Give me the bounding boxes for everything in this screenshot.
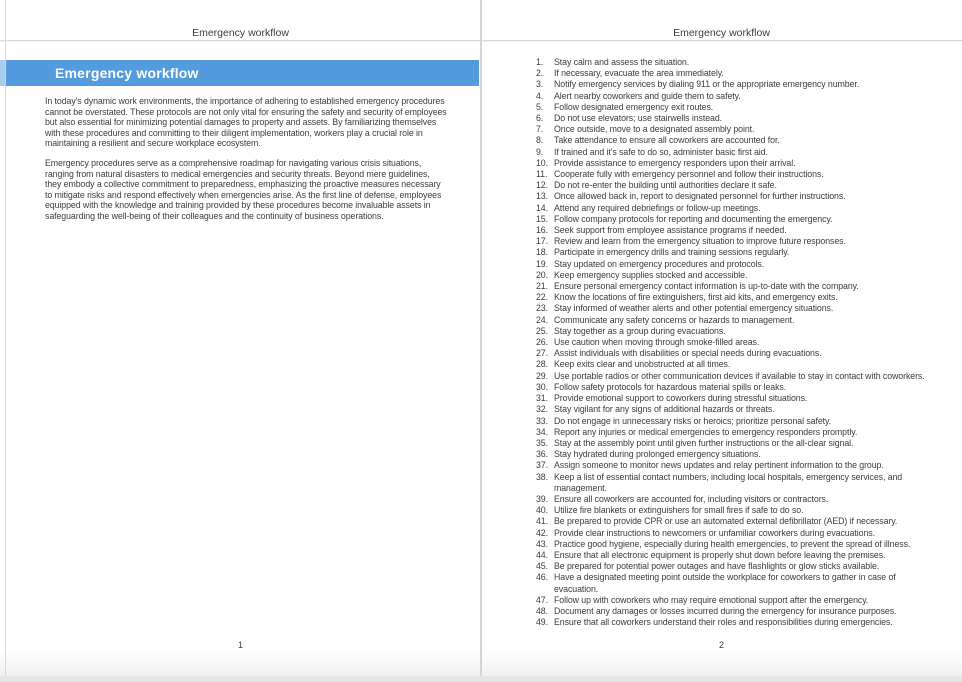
list-item-number: 3.	[536, 79, 544, 90]
list-item-number: 31.	[536, 393, 548, 404]
list-item-text: Once allowed back in, report to designated personnel for further instructions.	[554, 191, 846, 202]
page-left-edge-line	[5, 0, 6, 676]
list-item	[536, 180, 928, 191]
list-item-number: 1.	[536, 57, 544, 67]
list-item-number: 21.	[536, 281, 548, 292]
list-item-number: 7.	[536, 124, 544, 135]
list-item-text: Assign someone to monitor news updates and relay pertinent information to the group.	[554, 460, 884, 471]
page-title: Emergency workflow	[55, 65, 199, 81]
list-item	[536, 572, 928, 594]
list-item-text: Use portable radios or other communication devices if available to stay in contact with coworkers.	[554, 370, 925, 381]
list-item-number: 30.	[536, 381, 548, 392]
page-2-number: 2	[718, 640, 724, 650]
page-1-number: 1	[237, 640, 243, 650]
list-item-text: Ensure that all electronic equipment is properly shut down before leaving the premises.	[554, 549, 886, 560]
list-item	[536, 259, 928, 270]
list-item-text: If necessary, evacuate the area immediately.	[554, 68, 724, 79]
list-item	[536, 550, 928, 561]
list-item	[536, 315, 928, 326]
list-item	[536, 247, 928, 258]
list-item-text: Alert nearby coworkers and guide them to safety.	[554, 90, 741, 101]
page-1-title-banner	[0, 60, 479, 86]
list-item	[536, 606, 928, 617]
list-item-text: If trained and it's safe to do so, administer basic first aid.	[554, 146, 768, 157]
list-item-text: Notify emergency services by dialing 911 or the appropriate emergency number.	[554, 79, 860, 90]
list-item	[536, 393, 928, 404]
list-item-text: Follow safety protocols for hazardous material spills or leaks.	[554, 381, 787, 392]
list-item	[536, 404, 928, 415]
list-item	[536, 371, 928, 382]
list-item-text: Once outside, move to a designated assembly point.	[554, 124, 755, 135]
list-item-text: Provide emotional support to coworkers during stressful situations.	[554, 393, 808, 404]
list-item-number: 13.	[536, 191, 548, 202]
list-item-number: 23.	[536, 303, 548, 314]
list-item-number: 44.	[536, 549, 548, 560]
list-item-text: Provide clear instructions to newcomers or unfamiliar coworkers during evacuations.	[554, 527, 875, 538]
list-item-text: Utilize fire blankets or extinguishers for small fires if safe to do so.	[554, 505, 804, 516]
list-item-text: Keep exits clear and unobstructed at all times.	[554, 359, 731, 370]
list-item-number: 16.	[536, 225, 548, 236]
list-item-text: Document any damages or losses incurred during the emergency for insurance purposes.	[554, 605, 897, 616]
list-item	[536, 416, 928, 427]
list-item-text: Stay updated on emergency procedures and protocols.	[554, 258, 765, 269]
list-item	[536, 505, 928, 516]
list-item	[536, 449, 928, 460]
list-item	[536, 438, 928, 449]
list-item	[536, 528, 928, 539]
list-item-text: Ensure that all coworkers understand their roles and responsibilities during emergencies.	[554, 617, 893, 628]
list-item	[536, 472, 928, 494]
list-item-text: Cooperate fully with emergency personnel and follow their instructions.	[554, 169, 824, 180]
list-item	[536, 337, 928, 348]
list-item-number: 5.	[536, 101, 544, 112]
paragraph: In today's dynamic work environments, the importance of adhering to established emergency procedures cannot be overstated. These protocols are not only vital for ensuring the safety and security of employees but also essential for minimizing potential damages to property and assets. By familiarizing themselves with these procedures and committing to their diligent implementation, workers play a crucial role in maintaining a resilient and secure workplace ecosystem.	[45, 96, 447, 149]
list-item	[536, 348, 928, 359]
list-item-text: Provide assistance to emergency responders upon their arrival.	[554, 157, 796, 168]
paragraph: Emergency procedures serve as a comprehensive roadmap for navigating various crisis situations, ranging from natural disasters to medical emergencies and security threats. Beyond mere guidelines, they embody a collective commitment to preparedness, emphasizing the proactive measures necessary to mitigate risks and respond effectively when emergencies arise. As the first line of defense, employees equipped with the knowledge and training provided by these procedures become invaluable assets in safeguarding the well-being of their colleagues and the continuity of business operations.	[45, 157, 442, 221]
list-item-number: 14.	[536, 202, 548, 213]
list-item-number: 37.	[536, 460, 548, 471]
list-item-text: Review and learn from the emergency situation to improve future responses.	[554, 236, 846, 247]
list-item	[536, 124, 928, 135]
list-item-number: 4.	[536, 90, 544, 101]
list-item-number: 46.	[536, 572, 548, 583]
list-item-number: 48.	[536, 605, 548, 616]
list-item-number: 20.	[536, 269, 548, 280]
list-item-text: Report any injuries or medical emergencies to emergency responders promptly.	[554, 426, 858, 437]
list-item-text: Stay at the assembly point until given further instructions or the all-clear signal.	[554, 437, 854, 448]
list-item-number: 28.	[536, 359, 548, 370]
list-item-number: 10.	[536, 157, 548, 168]
list-item	[536, 79, 928, 90]
list-item	[536, 427, 928, 438]
list-item	[536, 539, 928, 550]
list-item-text: Use caution when moving through smoke-filled areas.	[554, 337, 760, 348]
list-item-number: 27.	[536, 348, 548, 359]
list-item	[536, 147, 928, 158]
list-item-number: 35.	[536, 437, 548, 448]
list-item	[536, 169, 928, 180]
list-item-text: Stay calm and assess the situation.	[554, 57, 690, 67]
list-item	[536, 595, 928, 606]
list-item-text: Practice good hygiene, especially during health emergencies, to prevent the spread of illness.	[554, 538, 911, 549]
list-item-text: Follow up with coworkers who may require emotional support after the emergency.	[554, 594, 869, 605]
list-item-number: 26.	[536, 337, 548, 348]
list-item	[536, 516, 928, 527]
list-item	[536, 281, 928, 292]
list-item-text: Ensure all coworkers are accounted for, including visitors or contractors.	[554, 493, 829, 504]
list-item-number: 42.	[536, 527, 548, 538]
list-item-number: 8.	[536, 135, 544, 146]
list-item-text: Stay vigilant for any signs of additional hazards or threats.	[554, 404, 775, 415]
list-item-text: Assist individuals with disabilities or special needs during evacuations.	[554, 348, 822, 359]
page-1-running-header: Emergency workflow	[192, 27, 289, 39]
list-item	[536, 113, 928, 124]
list-item-text: Keep a list of essential contact numbers, including local hospitals, emergency services, and management.	[554, 471, 903, 493]
list-item	[536, 561, 928, 572]
list-item-number: 38.	[536, 471, 548, 482]
list-item-number: 15.	[536, 213, 548, 224]
list-item	[536, 382, 928, 393]
list-item-number: 43.	[536, 538, 548, 549]
list-item-number: 19.	[536, 258, 548, 269]
list-item-number: 24.	[536, 314, 548, 325]
list-item-number: 17.	[536, 236, 548, 247]
list-item-number: 36.	[536, 449, 548, 460]
list-item	[536, 270, 928, 281]
list-item-text: Do not use elevators; use stairwells instead.	[554, 113, 723, 124]
list-item-text: Ensure personal emergency contact information is up-to-date with the company.	[554, 281, 859, 292]
list-item-number: 45.	[536, 561, 548, 572]
list-item	[536, 326, 928, 337]
page-2-steps	[536, 57, 928, 628]
page-divider-line	[480, 0, 482, 676]
list-item-text: Know the locations of fire extinguishers, first aid kits, and emergency exits.	[554, 292, 838, 303]
list-item-number: 12.	[536, 180, 548, 191]
list-item-text: Stay hydrated during prolonged emergency situations.	[554, 449, 761, 460]
list-item-text: Attend any required debriefings or follow-up meetings.	[554, 202, 761, 213]
list-item-number: 2.	[536, 68, 544, 79]
page-2-running-header: Emergency workflow	[673, 27, 770, 39]
page-1-body	[45, 96, 448, 231]
list-item-number: 29.	[536, 370, 548, 381]
list-item	[536, 203, 928, 214]
list-item	[536, 91, 928, 102]
list-item	[536, 303, 928, 314]
list-item-text: Do not engage in unnecessary risks or heroics; prioritize personal safety.	[554, 415, 832, 426]
list-item-text: Stay informed of weather alerts and other potential emergency situations.	[554, 303, 834, 314]
list-item	[536, 617, 928, 628]
list-item-number: 22.	[536, 292, 548, 303]
list-item	[536, 158, 928, 169]
list-item-number: 39.	[536, 493, 548, 504]
list-item-text: Communicate any safety concerns or hazards to management.	[554, 314, 795, 325]
list-item-number: 47.	[536, 594, 548, 605]
page-2	[481, 0, 962, 676]
list-item	[536, 214, 928, 225]
list-item-number: 32.	[536, 404, 548, 415]
list-item-text: Be prepared to provide CPR or use an automated external defibrillator (AED) if necessary.	[554, 516, 898, 527]
list-item-number: 49.	[536, 617, 548, 628]
list-item-number: 41.	[536, 516, 548, 527]
list-item	[536, 135, 928, 146]
list-item	[536, 460, 928, 471]
list-item	[536, 191, 928, 202]
list-item-number: 18.	[536, 247, 548, 258]
list-item-number: 9.	[536, 146, 544, 157]
list-item	[536, 359, 928, 370]
list-item	[536, 225, 928, 236]
list-item	[536, 494, 928, 505]
list-item-text: Follow designated emergency exit routes.	[554, 101, 714, 112]
list-item	[536, 68, 928, 79]
list-item-number: 6.	[536, 113, 544, 124]
list-item-number: 11.	[536, 169, 548, 180]
list-item-text: Have a designated meeting point outside the workplace for coworkers to gather in case of evacuation.	[554, 572, 896, 594]
list-item-number: 34.	[536, 426, 548, 437]
page-1	[0, 0, 481, 676]
list-item-text: Stay together as a group during evacuations.	[554, 325, 726, 336]
list-item-number: 33.	[536, 415, 548, 426]
list-item-text: Do not re-enter the building until authorities declare it safe.	[554, 180, 777, 191]
list-item-number: 25.	[536, 325, 548, 336]
background-bottom-strip	[0, 676, 962, 682]
list-item-text: Keep emergency supplies stocked and accessible.	[554, 269, 748, 280]
list-item-text: Take attendance to ensure all coworkers are accounted for.	[554, 135, 780, 146]
list-item-number: 40.	[536, 505, 548, 516]
list-item	[536, 236, 928, 247]
list-item	[536, 102, 928, 113]
list-item-text: Seek support from employee assistance programs if needed.	[554, 225, 787, 236]
list-item	[536, 57, 928, 68]
list-item-text: Participate in emergency drills and training sessions regularly.	[554, 247, 790, 258]
list-item-text: Be prepared for potential power outages and have flashlights or glow sticks available.	[554, 561, 880, 572]
list-item	[536, 292, 928, 303]
list-item-text: Follow company protocols for reporting and documenting the emergency.	[554, 213, 833, 224]
